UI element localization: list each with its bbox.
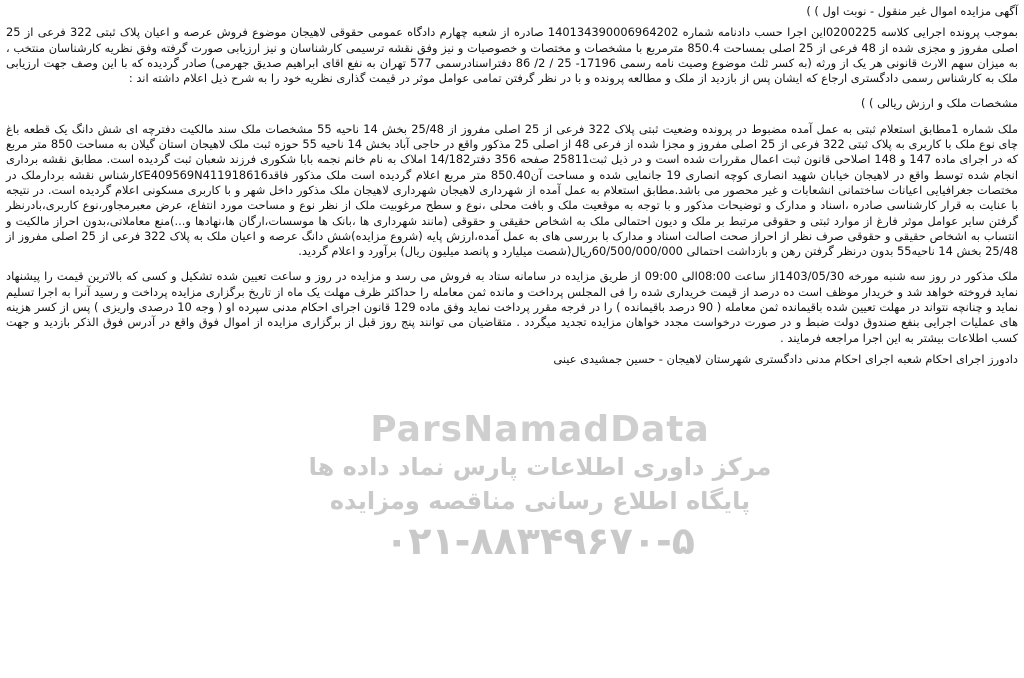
- signature: دادورز اجرای احکام شعبه اجرای احکام مدنی دادگستری شهرستان لاهیجان - حسین جمشیدی عینی: [553, 351, 1018, 366]
- watermark-line-2: پایگاه اطلاع رسانی مناقصه ومزایده: [329, 487, 751, 515]
- property-details: ملک شماره 1مطابق استعلام ثبتی به عمل آمده مضبوط در پرونده وضعیت ثبتی پلاک 322 فرعی از 25 اصلی مفروز از 25/48 بخش 14 ناحیه 55 مشخصات ملک سند مالکیت دفترچه ای شش دانگ یک قطعه باغ چای نوع ملک با کاربری به پلاک ثبتی 322 فرعی از 25 اصلی مفروز و مجزا شده از فرعی 48 از اصلی 25 مذکور واقع در حاجی آباد بخش 14 ناحیه 55 حوزه ثبت ملک لاهیجان استان گیلان به مساحت 850 متر مربع که در اجرای ماده 147 و 148 اصلاحی قانون ثبت اعمال مقررات شده است و در ذیل ثبت25811 صفحه 356 دفتر14/182 املاک به نام خانم نجمه بابا شکوری فرزند شعبان ثبت گردیده است. مطابق نقشه برداری انجام شده توسط واقع در لاهیجان خیابان شهید انصاری کوچه انصاری 19 جانمایی شده و مساحت آن850.40 متر مربع اعلام گردیده است ملک مذکور فاقدE409569N411918616کارشناس نقشه بردارملک در مختصات جغرافیایی اعیانات ساختمانی انشعابات و غیر محصور می باشد.مطابق استعلام به عمل آمده از شهرداری لاهیجان شهرداری لاهیجان ملک مذکور داخل شهر و با کاربری مسکونی اعلام گردیده است. در نتیجه با عنایت به قرار کارشناسی صادره ،اسناد و مدارک و توضیحات مذکور و با توجه به موقعیت ملک و بافت محلی ،نوع و سطح مرغوبیت ملک از نظر نوع و مساحت مورد انتفاع، عرض معبرمجاور،نوع کاربری،بادرنظر گرفتن سایر عوامل موثر فارغ از موارد ثبتی و حقوقی مرتبط بر ملک و دیون احتمالی ملک به اشخاص حقیقی و حقوقی (مانند شهرداری ها ،بانک ها موسسات،ارگان ها،نهادها و...)منع معاملاتی،بدون احراز مالکیت و انتساب به اشخاص حقیقی و حقوقی صرف نظر از احراز صحت اصالت اسناد و مدارک با بررسی های به عمل آمده،ارزش پایه (شروع مزایده)شش دانگ عرصه و اعیان ملک به پلاک 322 فرعی از 25 اصلی مفروز از 25/48 بخش 14 ناحیه55 بدون درنظر گرفتن رهن و بازداشت احتمالی 60/500/000/000ریال(شصت میلیارد و پانصد میلیون ریال) برآورد و اعلام گردید.: [6, 121, 1018, 259]
- watermark-line-1: مرکز داوری اطلاعات پارس نماد داده ها: [308, 453, 772, 481]
- watermark-phone: ۰۲۱-۸۸۳۴۹۶۷۰-۵: [385, 519, 695, 563]
- watermark-brand: ParsNamadData: [370, 409, 710, 450]
- notice-intro: بموجب پرونده اجرایی کلاسه 0200225این اجرا حسب دادنامه شماره 140134390006964202 صادره از شعبه چهارم دادگاه عمومی حقوقی لاهیجان موضوع فروش عرصه و اعیان پلاک ثبتی 322 فرعی از 25 اصلی مفروز و مجزی شده از 48 فرعی از 25 اصلی بمساحت 850.4 مترمربع با مشخصات و مختصات و خصوصیات و نیز وفق نقشه ترسیمی کارشناسان و نیز ارزیابی صورت گرفته وفق نظریه کارشناسان منتخب ، به میزان سهم الارث قانونی هر یک از ورثه (به کسر ثلث موضوع وصیت نامه رسمی 17196- 25 / 2/ 86 دفتراسنادرسمی 577 تهران به نفع اقای ابراهیم صدیق جهرمی) صادر گردیده که با این وصف جهت ارزیابی ملک به کارشناس رسمی دادگستری ارجاع که ایشان پس از بازدید از ملک و مطالعه پرونده و با در نظر گرفتن تمامی عوامل موثر در قیمت گذاری نظریه خود را به شرح ذیل اعلام داشته اند :: [6, 25, 1018, 86]
- section-heading: مشخصات ملک و ارزش ریالی ) ): [860, 96, 1018, 111]
- watermark: [300, 410, 780, 564]
- notice-document: [6, 4, 1018, 367]
- notice-title: آگهی مزایده اموال غیر منقول - نوبت اول ) ): [806, 4, 1018, 18]
- auction-terms: ملک مذکور در روز سه شنبه مورخه 1403/05/30از ساعت 08:00الی 09:00 از طریق مزایده در سامانه ستاد به فروش می رسد و مزایده در روز و ساعت تعیین شده تشکیل و کسی که بالاترین قیمت را پیشنهاد نماید فروخته خواهد شد و خریدار موظف است ده درصد از قیمت خریداری شده را فی المجلس پرداخت و مانده ثمن معامله را حداکثر ظرف مهلت یک ماه از تاریخ برگزاری مزایده پرداخت و رسید آنرا به اجرا تسلیم نماید و چنانچه نتواند در مهلت تعیین شده باقیمانده ثمن معامله ( 90 درصد باقیمانده ) را در فرجه مقرر پرداخت نماید وفق ماده 129 قانون اجرای احکام مدنی سپرده او ( وجه 10 درصدی واریزی ) پس از کسر هزینه های عملیات اجرایی بنفع صندوق دولت ضبط و در صورت درخواست مجدد خواهان مزایده تجدید میگردد . متقاضیان می توانند پنج روز قبل از برگزاری مزایده از اموال فوق واقع در آدرس فوق الذکر بازدید و جهت کسب اطلاعات بیشتر به این اجرا مراجعه فرمایند .: [6, 269, 1019, 345]
